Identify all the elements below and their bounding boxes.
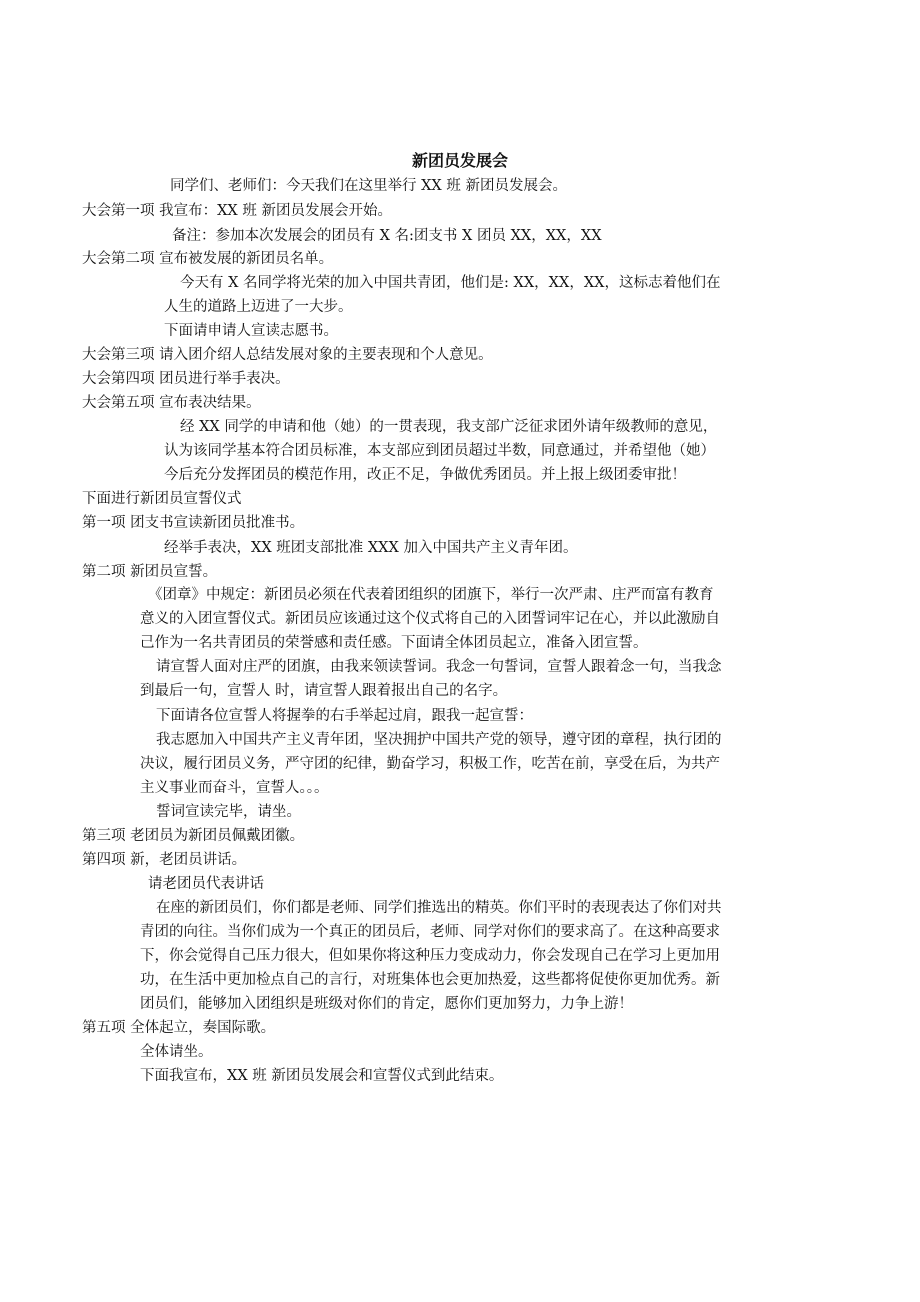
text-line: 在座的新团员们，你们都是老师、同学们推选出的精英。你们平时的表现表达了你们对共 (156, 900, 722, 916)
text-line: 下面进行新团员宣誓仪式 (82, 491, 242, 507)
text-line: 请宣誓人面对庄严的团旗，由我来领读誓词。我念一句誓词，宣誓人跟着念一句，当我念 (156, 659, 722, 675)
text-line: 下面请申请人宣读志愿书。 (164, 323, 338, 339)
text-line: 今天有 X 名同学将光荣的加入中国共青团，他们是: XX，XX，XX，这标志着他们在 (180, 275, 721, 291)
text-line: 今后充分发挥团员的模范作用，改正不足，争做优秀团员。并上报上级团委审批！ (164, 467, 686, 483)
text-line: 大会第三项 请入团介绍人总结发展对象的主要表现和个人意见。 (82, 347, 493, 363)
text-line: 《团章》中规定：新团员必须在代表着团组织的团旗下，举行一次严肃、庄严而富有教育 (148, 587, 714, 603)
text-line: 功，在生活中更加检点自己的言行，对班集体也会更加热爱，这些都将促使你更加优秀。新 (140, 972, 720, 988)
text-line: 大会第四项 团员进行举手表决。 (82, 371, 290, 387)
text-line: 经 XX 同学的申请和他（她）的一贯表现，我支部广泛征求团外请年级教师的意见， (180, 419, 718, 435)
document-title: 新团员发展会 (411, 151, 508, 170)
text-line: 第三项 老团员为新团员佩戴团徽。 (82, 828, 305, 844)
text-line: 第四项 新，老团员讲话。 (82, 852, 247, 868)
text-line: 第五项 全体起立，奏国际歌。 (82, 1020, 276, 1036)
text-line: 大会第五项 宣布表决结果。 (82, 395, 261, 411)
text-line: 下，你会觉得自己压力很大，但如果你将这种压力变成动力，你会发现自己在学习上更加用 (140, 948, 720, 964)
text-line: 请老团员代表讲话 (148, 876, 264, 892)
text-line: 己作为一名共青团员的荣誉感和责任感。下面请全体团员起立，准备入团宣誓。 (140, 635, 648, 651)
text-line: 下面我宣布，XX 班 新团员发展会和宣誓仪式到此结束。 (140, 1068, 504, 1084)
text-line: 同学们、老师们：今天我们在这里举行 XX 班 新团员发展会。 (170, 178, 567, 194)
text-line: 第一项 团支书宣读新团员批准书。 (82, 515, 305, 531)
text-line: 下面请各位宣誓人将握拳的右手举起过肩，跟我一起宣誓： (156, 708, 533, 724)
text-line: 人生的道路上迈进了一大步。 (164, 299, 353, 315)
text-line: 意义的入团宣誓仪式。新团员应该通过这个仪式将自己的入团誓词牢记在心，并以此激励自 (140, 611, 720, 627)
text-line: 经举手表决，XX 班团支部批准 XXX 加入中国共产主义青年团。 (164, 540, 578, 556)
text-line: 主义事业而奋斗，宣誓人。。。 (140, 780, 329, 796)
text-line: 认为该同学基本符合团员标准，本支部应到团员超过半数，同意通过，并希望他（她） (164, 443, 715, 459)
text-line: 到最后一句，宣誓人 时，请宣誓人跟着报出自己的名字。 (140, 683, 508, 699)
text-line: 誓词宣读完毕，请坐。 (156, 804, 301, 820)
text-line: 决议，履行团员义务，严守团的纪律，勤奋学习，积极工作，吃苦在前，享受在后，为共产 (140, 756, 720, 772)
text-line: 我志愿加入中国共产主义青年团，坚决拥护中国共产党的领导，遵守团的章程，执行团的 (156, 732, 722, 748)
text-line: 第二项 新团员宣誓。 (82, 564, 218, 580)
text-line: 团员们，能够加入团组织是班级对你们的肯定，愿你们更加努力，力争上游！ (140, 996, 633, 1012)
text-line: 备注：参加本次发展会的团员有 X 名:团支书 X 团员 XX，XX，XX (172, 228, 602, 244)
text-line: 全体请坐。 (140, 1044, 213, 1060)
text-line: 大会第一项 我宣布：XX 班 新团员发展会开始。 (82, 203, 392, 219)
text-line: 青团的向往。当你们成为一个真正的团员后，老师、同学对你们的要求高了。在这种高要求 (140, 924, 720, 940)
text-line: 大会第二项 宣布被发展的新团员名单。 (82, 251, 334, 267)
